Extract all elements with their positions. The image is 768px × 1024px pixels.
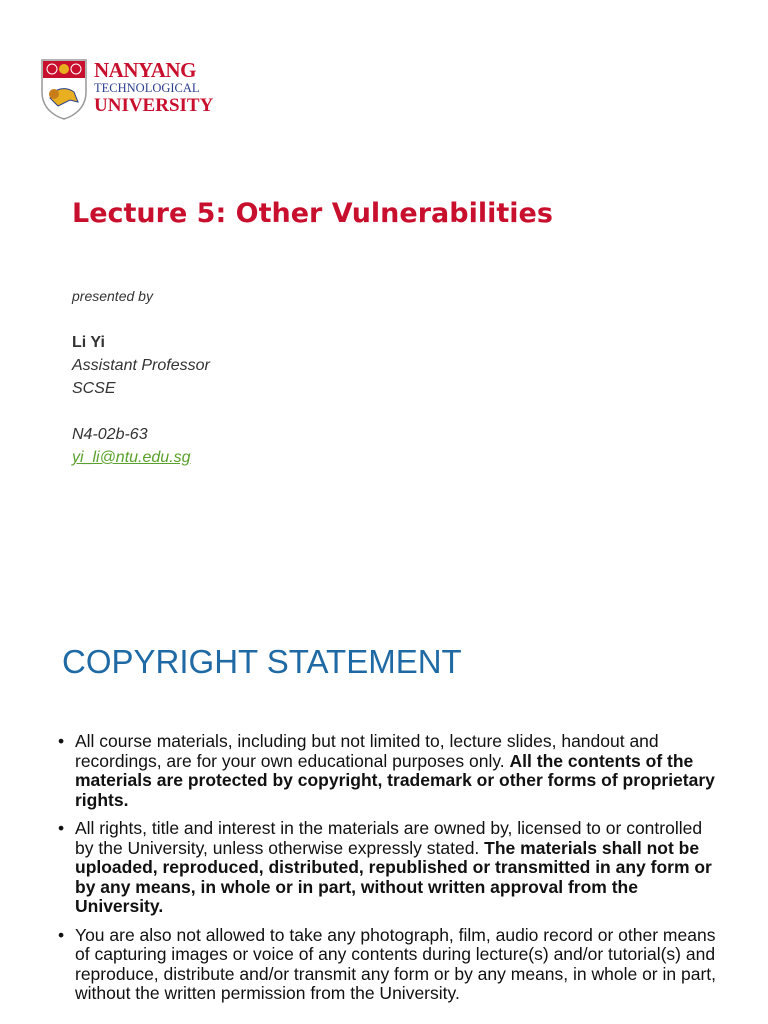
presenter-info: [72, 331, 210, 469]
copyright-bullet: [58, 926, 718, 1004]
bullet-bold-text: The materials shall not be uploaded, reproduced, distributed, republished or transmitted in any form or by any means, in whole or in part, without written approval from the University.: [75, 837, 712, 916]
presenter-position: Assistant Professor: [72, 357, 210, 374]
presenter-email-link[interactable]: yi_li@ntu.edu.sg: [72, 449, 191, 466]
logo-line-3: UNIVERSITY: [94, 94, 214, 116]
presenter-name: Li Yi: [72, 334, 105, 351]
lecture-title: Lecture 5: Other Vulnerabilities: [72, 198, 553, 229]
logo-line-2: TECHNOLOGICAL: [94, 81, 200, 95]
presenter-office: N4-02b-63: [72, 426, 148, 443]
bullet-text: All course materials, including but not limited to, lecture slides, handout and recordings, are for your own educational purposes only.: [75, 731, 659, 771]
bullet-text: You are also not allowed to take any photograph, film, audio record or other means of capturing images or voice of any contents during lecture(s) and/or tutorial(s) and reproduce, distribute and/or transmit any form or by any means, in whole or in part, without the written permission from the University.: [75, 924, 716, 1003]
university-crest-icon: [40, 58, 88, 120]
copyright-heading: COPYRIGHT STATEMENT: [62, 643, 462, 680]
ntu-logo: [40, 58, 213, 120]
presented-by-label: presented by: [72, 288, 153, 304]
copyright-bullet: [58, 819, 718, 917]
copyright-list: [58, 732, 718, 1013]
presenter-school: SCSE: [72, 380, 116, 397]
bullet-text: All rights, title and interest in the materials are owned by, licensed to or controlled by the University, unless otherwise expressly stated.: [75, 818, 703, 858]
copyright-bullet: [58, 732, 718, 810]
bullet-bold-text: All the contents of the materials are protected by copyright, trademark or other forms of proprietary rights.: [75, 750, 715, 810]
logo-line-1: NANYANG: [94, 58, 196, 82]
